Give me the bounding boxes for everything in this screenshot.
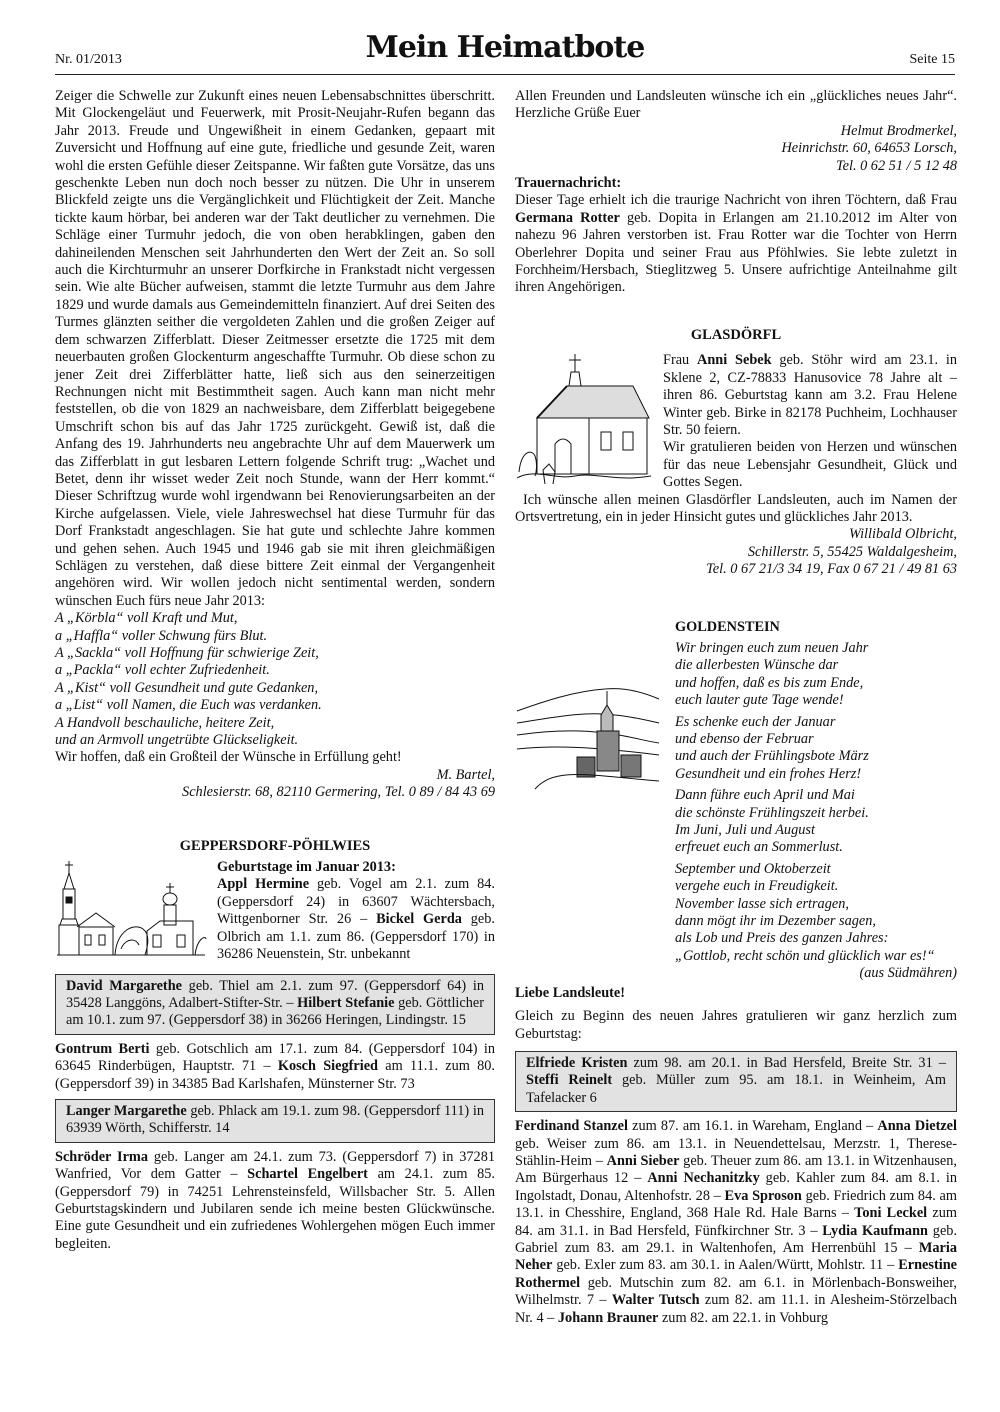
entry-text: geb. Müller zum 95. am 18.1. in Weinheim, Am Tafelacker 6 (526, 1072, 946, 1106)
poem-line: November lasse sich ertragen, (675, 895, 849, 912)
obituary-heading: Trauernachricht: (515, 175, 622, 192)
entry-text: zum 82. am 22.1. in Vohburg (658, 1309, 828, 1326)
glasdoerfl-wishes: Ich wünsche allen meinen Glasdörfler Landsleuten, auch im Namen der Ortsvertretung, ein in jeder Hinsicht gutes und glückliches Jahr 2013. (515, 491, 957, 525)
person-name: Walter Tutsch (611, 1292, 700, 1309)
geppersdorf-entry (55, 1149, 495, 1253)
person-name: Bickel Gerda (376, 911, 462, 928)
entry-text: geb. Kahler zum 84. am 8.1. in Ingolstadt, Donau, Altenhofstr. 28 – (515, 1170, 957, 1204)
person-name: Ferdinand Stanzel (515, 1118, 628, 1135)
entry-text: zum 98. am 20.1. in Bad Hersfeld, Breite Str. 31 – (627, 1054, 946, 1071)
person-name: Maria Neher (515, 1239, 957, 1274)
goldenstein-text (675, 619, 957, 983)
highlight-box-jubilee (515, 1051, 957, 1112)
glasdoerfl-congrats: Wir gratulieren beiden von Herzen und wünschen für das neue Lebensjahr Gesundheit, Glück und Gottes Segen. (663, 439, 957, 491)
entry-text: geb. Gabriel zum 83. am 29.1. in Waltenhofen, Am Herrenbühl 15 – (515, 1222, 958, 1256)
person-name: Steffi Reinelt (526, 1072, 613, 1089)
town-landscape-illustration (515, 671, 660, 791)
person-name: Johann Brauner (557, 1309, 659, 1326)
wish-line: A Handvoll beschauliche, heitere Zeit, (55, 714, 275, 731)
entry-text: geb. Theuer zum 86. am 13.1. in Witzenhausen, Am Bürgerhaus 12 – (515, 1152, 957, 1187)
clock-article: Zeiger die Schwelle zur Zukunft eines neuen Lebensabschnittes überschritt. Mit Glockengeläut und Feuerwerk, mit Prosit-Neujahr-Rufen begann das Jahr 2013. Freude und Ungewißheit in einem Gedanken, gepaart mit Zuversicht und Hoffnung auf eine gute, friedliche und gesunde Zeit, waren wohl die ersten Gefühle dieser Zeitspanne. Wir faßten gute Vorsätze, das uns geschenkte Leben nun doch noch besser zu nützen. Die Uhr in unserem Blickfeld zeigte uns die Vergänglichkeit und Flüchtigkeit der Zeit. Manche tickte kaum hörbar, bei anderen war der Takt deutlicher zu vernehmen. Die Schläge einer Turmuhr jedoch, die von oben herabklingen, gaben den dahineilenden Menschen seit Jahrhunderten den Wert der Zeit an. So soll auch die Kirchturmuhr an unserer Dorfkirche in Frankstadt nicht vergessen sein. Wie alte Bücher aufweisen, stammt die letzte Turmuhr aus dem Jahre 1829 und wurde damals aus Gemeindemitteln finanziert. Auf drei Seiten des Turmes glänzten seither die vergoldeten Zahlen und die großen Zeiger auf dem schwarzen Zifferblatt. Dieser Zeitmesser ersetzte die 1725 mit dem neuerbauten großen Glockenturm angeschaffte Turmuhr. Ob diese schon zu jener Zeit drei Zifferblätter hatte, ließ sich aus den seinerzeitigen Rechnungen nicht mit Bestimmtheit sagen. Auch kann man nicht mehr feststellen, ob die von 1829 an nachweisbare, dem Zifferblatt beigegebene Umschrift schon bis auf das Jahr 1725 zurückgeht. Gewiß ist, daß die Anfang des 19. Jahrhunderts neu angebrachte Uhr auf dem Mauerwerk um das Zifferblatt in gut lesbaren Lettern folgende Schrift trug: „Wachet und Betet, denn ihr wisset weder Zeit noch Stunde, wann der Herr kommt.“ Dieser Schriftzug wurde wohl irgendwann bei Renovierungsarbeiten an der Kirche aufgelassen. Viele, viele Jahreswechsel hat diese Turmuhr für das Dorf Frankstadt angeschlagen. Sie hat gute und schlechte Jahre kommen und gehen sehen. Auch 1945 und 1946 gab sie mit ihren gleichmäßigen Schlägen zu verstehen, daß diese bittere Zeit einmal der Vergangenheit angehören wird. Wir wollen jedoch nicht sentimental werden, sondern wünschen Euch fürs neue Jahr 2013: (55, 88, 495, 609)
poem-line: die schönste Frühlingszeit herbei. (675, 804, 869, 821)
person-name: Germana Rotter (515, 209, 620, 226)
person-name: Anna Dietzel (877, 1118, 957, 1135)
section-heading-glasdoerfl: GLASDÖRFL (690, 326, 782, 343)
person-name: Langer Margarethe (66, 1102, 187, 1119)
masthead-title: Mein Heimatbote (365, 30, 645, 65)
person-name: Eva Sproson (724, 1187, 802, 1204)
entry-text: zum 87. am 16.1. in Wareham, England – (627, 1118, 878, 1135)
greeting-text: Allen Freunden und Landsleuten wünsche ich ein „glückliches neues Jahr“. Herzliche Grüße Euer (515, 88, 957, 122)
signature-phone: Tel. 0 67 21/3 34 19, Fax 0 67 21 / 49 81 63 (706, 561, 957, 578)
person-name: Hilbert Stefanie (297, 994, 395, 1011)
entry-text: geb. Gotschlich am 17.1. zum 84. (Geppersdorf 104) in 63645 Rinderbügen, Hauptstr. 71 – (55, 1040, 495, 1075)
entry-text: geb. Mutschin zum 82. am 6.1. in Mörlenbach-Bonsweiher, Wilhelmstr. 7 – (515, 1274, 957, 1309)
entry-text: geb. Vogel am 2.1. zum 84. (Geppersdorf 24) in 63607 Wächtersbach, Wittgenborner Str. 26 – (217, 876, 495, 928)
entry-text: zum 84. am 31.1. in Bad Hersfeld, Fünfkirchner Str. 3 – (515, 1205, 957, 1239)
closing-line: Wir hoffen, daß ein Großteil der Wünsche in Erfüllung geht! (55, 749, 402, 766)
person-name: Lydia Kaufmann (822, 1222, 928, 1239)
birthday-list (515, 1118, 957, 1327)
wish-line: a „Packla“ voll echter Zufriedenheit. (55, 662, 270, 679)
poem-line: Im Juni, Juli und August (675, 822, 815, 839)
entry-text: am 24.1. zum 85. (Geppersdorf 79) in 74251 Lehrensteinsfeld, Willsbacher Str. 5. Allen Geburtstagskindern und Jubilaren sende ich meine besten Glückwünsche. Eine gute Gesundheit und ein zufriedenes Wohlergehen mögen Euch immer begleiten. (55, 1166, 495, 1252)
person-name: David Margarethe (66, 977, 182, 994)
entry-text: zum 82. am 11.1. in Alesheim-Störzelbach Nr. 4 – (515, 1292, 957, 1326)
poem-line: vergehe euch in Freudigkeit. (675, 878, 839, 895)
poem-line: „Gottlob, recht schön und glücklich war es!“ (675, 947, 935, 964)
section-heading-geppersdorf: GEPPERSDORF-PÖHLWIES (179, 837, 371, 854)
issue-number: Nr. 01/2013 (55, 52, 122, 67)
wishes-verse (55, 610, 495, 749)
person-name: Elfriede Kristen (526, 1054, 628, 1071)
jubilee-entry (66, 1103, 484, 1138)
poem-line: erfreuet euch an Sommerlust. (675, 839, 843, 856)
left-column (55, 88, 495, 1253)
person-name: Ernestine Rothermel (515, 1257, 957, 1291)
right-column (515, 88, 957, 1327)
poem-line: und ebenso der Februar (675, 731, 814, 747)
entry-text: geb. Thiel am 2.1. zum 97. (Geppersdorf 64) in 35428 Langgöns, Adalbert-Stifter-Str. – (66, 977, 484, 1011)
entry-text: am 11.1. zum 80. (Geppersdorf 39) in 34385 Bad Karlshafen, Münsterner Str. 73 (55, 1058, 495, 1092)
jubilee-entry (526, 1055, 946, 1107)
poem-line: als Lob und Preis des ganzen Jahres: (675, 930, 889, 947)
person-name: Kosch Siegfried (277, 1058, 379, 1075)
poem-line: und hoffen, daß es bis zum Ende, (675, 674, 864, 691)
signature-name: M. Bartel, (436, 766, 495, 783)
poem-line: euch lauter gute Tage wende! (675, 692, 844, 709)
obituary-text (515, 192, 957, 296)
highlight-box-jubilee (55, 1099, 495, 1143)
poem-line: Es schenke euch der Januar (675, 713, 836, 730)
entry-text: geb. Weiser zum 86. am 13.1. in Neuendettelsau, Merzstr. 1, Therese-Stählin-Heim – (515, 1135, 957, 1169)
page-number: Seite 15 (909, 52, 955, 67)
entry-text: geb. Olbrich am 1.1. zum 86. (Geppersdorf 170) in 36286 Neuenstein, Str. unbekannt (217, 911, 495, 963)
poem-source: (aus Südmähren) (859, 965, 957, 982)
glasdoerfl-block (515, 352, 957, 526)
entry-text: geb. Göttlicher am 10.1. zum 97. (Geppersdorf 38) in 36266 Heringen, Lindingstr. 15 (66, 994, 484, 1029)
jubilee-entry (66, 978, 484, 1030)
person-name: Anni Sieber (606, 1152, 680, 1169)
poem-stanza (675, 787, 957, 857)
entry-text: Frau (663, 352, 698, 369)
signature-address: Schillerstr. 5, 55425 Waldalgesheim, (747, 543, 957, 560)
signature-phone: Tel. 0 62 51 / 5 12 48 (835, 157, 957, 174)
village-church-illustration (55, 859, 207, 959)
entry-text: geb. Friedrich zum 84. am 13.1. in Chesshire, England, 368 Hale Rd. Hale Barns – (515, 1187, 957, 1222)
poem-line: und auch der Frühlingsbote März (675, 748, 869, 765)
wish-line: a „List“ voll Namen, die Euch was verdanken. (55, 697, 322, 714)
dear-countrymen-heading: Liebe Landsleute! (515, 984, 626, 1001)
poem-stanza (675, 714, 957, 784)
signature-address: Heinrichstr. 60, 64653 Lorsch, (781, 140, 957, 157)
entry-text: geb. Phlack am 19.1. zum 98. (Geppersdorf 111) in 63939 Wörth, Schifferstr. 14 (66, 1102, 484, 1137)
person-name: Toni Leckel (854, 1205, 928, 1222)
wish-line: A „Körbla“ voll Kraft und Mut, (55, 610, 238, 627)
header-rule (55, 74, 955, 75)
section-heading-goldenstein: GOLDENSTEIN (675, 618, 780, 635)
entry-text: geb. Stöhr wird am 23.1. in Sklene 2, CZ-78833 Hanusovice 78 Jahre alt – ihren 86. Geburtstag kann am 3.2. Frau Helene Winter geb. Birke in 82178 Puchheim, Lochhauser Str. 50 feiern. (663, 352, 957, 438)
signature-name: Helmut Brodmerkel, (840, 122, 957, 139)
signature-name: Willibald Olbricht, (848, 526, 957, 543)
wish-line: und an Armvoll ungetrübte Glückseligkeit. (55, 732, 299, 749)
wish-line: A „Kist“ voll Gesundheit und gute Gedanken, (55, 679, 319, 696)
poem-line: Dann führe euch April und Mai (675, 787, 855, 804)
entry-text: geb. Exler zum 83. am 30.1. in Aalen/Württ, Mohlstr. 11 – (552, 1257, 899, 1274)
congrats-intro: Gleich zu Beginn des neuen Jahres gratulieren wir ganz herzlich zum Geburtstag: (515, 1008, 957, 1042)
poem-line: die allerbesten Wünsche dar (675, 657, 839, 674)
poem-stanza (675, 861, 957, 965)
highlight-box-jubilee (55, 974, 495, 1035)
birthdays-subheading: Geburtstage im Januar 2013: (217, 859, 396, 876)
person-name: Schartel Engelbert (247, 1166, 368, 1183)
person-name: Anni Nechanitzky (647, 1170, 760, 1187)
geppersdorf-intro (55, 859, 495, 963)
poem-line: Wir bringen euch zum neuen Jahr (675, 639, 869, 656)
person-name: Anni Sebek (697, 352, 772, 369)
poem-line: September und Oktoberzeit (675, 860, 831, 877)
poem-line: Gesundheit und ein frohes Herz! (675, 765, 862, 782)
signature-address: Schlesierstr. 68, 82110 Germering, Tel. 0 89 / 84 43 69 (182, 784, 495, 801)
poem-line: dann mögt ihr im Dezember sagen, (675, 913, 876, 930)
wish-line: A „Sackla“ voll Hoffnung für schwierige Zeit, (55, 645, 319, 661)
entry-text: geb. Dopita in Erlangen am 21.10.2012 im Alter von nahezu 96 Jahren verstorben ist. Frau Rotter war die Tochter von Herrn Oberlehrer Dopita und seiner Frau aus Pföhlwies. Sie lebte zuletzt in Forchheim/Hersbach, Stieglitzweg 5. Unsere aufrichtige Anteilnahme gilt ihren Angehörigen. (515, 209, 957, 296)
goldenstein-block (515, 619, 957, 983)
entry-text: geb. Langer am 24.1. zum 73. (Geppersdorf 7) in 37281 Wanfried, Vor dem Gatter – (55, 1148, 496, 1183)
person-name: Schröder Irma (55, 1148, 148, 1165)
person-name: Gontrum Berti (55, 1040, 150, 1057)
poem-stanza (675, 640, 957, 710)
geppersdorf-entry (55, 1041, 495, 1093)
entry-text: Dieser Tage erhielt ich die traurige Nachricht von ihren Töchtern, daß Frau (515, 192, 957, 209)
page-header (55, 30, 955, 72)
person-name: Appl Hermine (217, 876, 310, 893)
chapel-illustration (515, 352, 653, 488)
wish-line: a „Haffla“ voller Schwung fürs Blut. (55, 627, 268, 644)
